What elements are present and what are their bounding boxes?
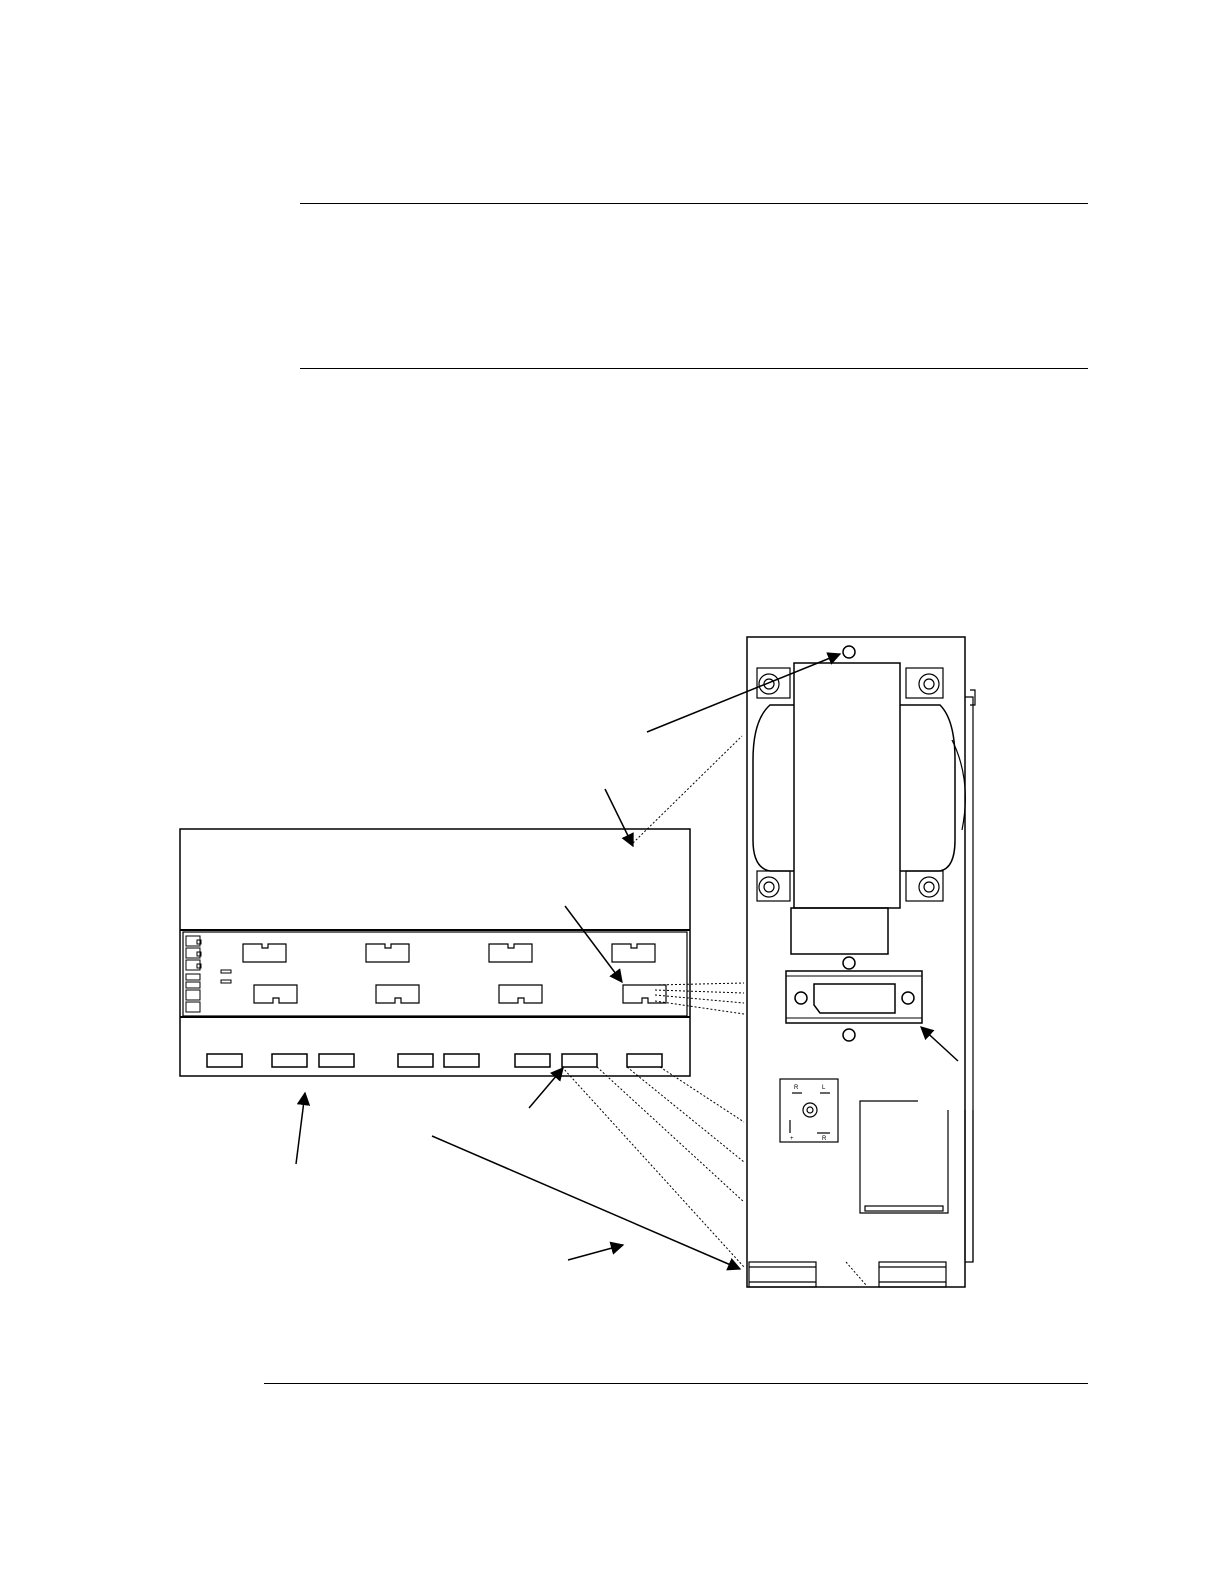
mounting-hole-top: [843, 646, 855, 658]
callout-arrow-lower: [568, 1245, 623, 1260]
chassis-side-view: [747, 637, 975, 1287]
callout-arrow-d-sub: [921, 1027, 958, 1061]
terminal-slots: [207, 1054, 662, 1067]
svg-text:R: R: [822, 1136, 827, 1142]
chassis-feet: [749, 1262, 946, 1287]
relay-sockets-bottom-row: [254, 985, 666, 1003]
board-edge-connectors: [186, 936, 231, 1012]
front-panel-assembly: [180, 829, 690, 1076]
foot-left: [749, 1262, 816, 1287]
callout-arrow-panel-top: [605, 789, 633, 846]
front-panel-outline: [180, 829, 690, 1076]
d-sub-connector: [786, 971, 922, 1023]
switch-knob: [803, 1103, 817, 1117]
foot-right: [879, 1262, 946, 1287]
callout-arrow-terminal-slot: [529, 1068, 563, 1108]
mounting-hole-lower: [843, 1029, 855, 1041]
callout-arrow-chassis-foot: [432, 1136, 740, 1269]
svg-text:+: +: [790, 1136, 794, 1142]
svg-text:R: R: [794, 1085, 799, 1091]
transformer-core: [794, 663, 900, 908]
connector-shell: [814, 984, 895, 1013]
card-holder: [860, 1101, 948, 1213]
side-flange: [965, 697, 973, 1262]
transformer-base: [791, 908, 888, 954]
relay-sockets-top-row: [243, 944, 655, 962]
switch-bracket: [780, 1079, 838, 1142]
svg-text:L: L: [822, 1085, 826, 1091]
mounting-hole-mid: [843, 957, 855, 969]
callout-arrow-front-rail: [296, 1093, 305, 1164]
transformer: [753, 663, 965, 954]
